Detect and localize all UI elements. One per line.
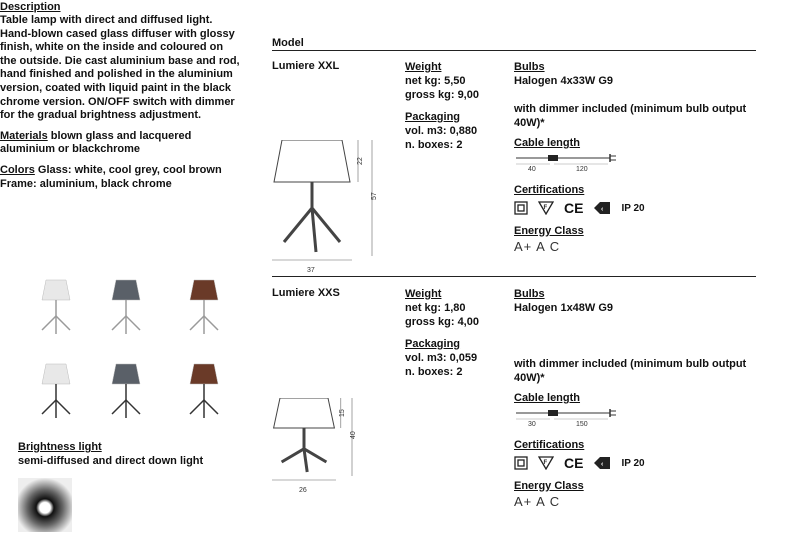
colors-title: Colors — [0, 163, 35, 176]
weight-block — [405, 287, 505, 379]
materials-title: Materials — [0, 129, 48, 142]
dim-total-height: 57 — [371, 192, 378, 200]
ce-mark-icon: CE — [564, 200, 584, 216]
weight-gross: gross kg: 4,00 — [405, 316, 479, 328]
frame-text: Frame: aluminium, black chrome — [0, 177, 172, 190]
class-ii-icon — [514, 456, 528, 470]
class-ii-icon — [514, 201, 528, 215]
lamp-icon — [36, 362, 76, 422]
lamp-thumbnail — [106, 278, 146, 338]
lamp-icon — [184, 362, 224, 422]
weight-gross: gross kg: 9,00 — [405, 89, 479, 101]
dim-shade-height: 15 — [339, 409, 346, 417]
bulbs-block — [514, 287, 754, 511]
bulbs-block — [514, 60, 754, 256]
cable-diagram-icon — [514, 405, 624, 427]
bulbs-title: Bulbs — [514, 288, 545, 300]
svg-text:F: F — [543, 205, 548, 211]
dim-shade-height: 22 — [357, 157, 364, 165]
cable-title: Cable length — [514, 137, 581, 149]
packaging-title: Packaging — [405, 338, 461, 350]
dim-total-height: 40 — [350, 431, 358, 439]
brightness-block — [18, 440, 203, 468]
lamp-thumbnail — [36, 362, 76, 422]
packaging-boxes: n. boxes: 2 — [405, 139, 463, 151]
dim-width: 26 — [299, 487, 307, 494]
svg-text:F: F — [543, 460, 548, 466]
colors-text: Glass: white, cool grey, cool brown — [34, 163, 222, 176]
lamp-icon — [106, 362, 146, 422]
svg-text:‹: ‹ — [601, 206, 604, 213]
brightness-text: semi-diffused and direct down light — [18, 455, 204, 467]
header-divider — [272, 50, 756, 51]
lamp-dimension-drawing — [272, 140, 382, 280]
description-title: Description — [0, 1, 61, 13]
energy-class-title: Energy Class — [514, 480, 584, 492]
left-column — [0, 0, 240, 191]
svg-text:‹: ‹ — [601, 461, 604, 468]
dimmer-text: with dimmer included (minimum bulb output 40W)* — [514, 358, 747, 384]
ce-mark-icon: CE — [564, 455, 584, 471]
lamp-dimension-drawing — [272, 398, 382, 500]
cable-length-a: 30 — [528, 421, 536, 427]
lamp-icon — [106, 278, 146, 338]
brightness-title: Brightness light — [18, 441, 102, 453]
f-mark-icon — [538, 201, 554, 215]
bulbs-text: Halogen 1x48W G9 — [514, 302, 614, 314]
packaging-vol: vol. m3: 0,059 — [405, 352, 478, 364]
packaging-title: Packaging — [405, 111, 461, 123]
energy-class-values: A+ A C — [514, 239, 561, 254]
cable-diagram-icon — [514, 150, 624, 172]
dim-width: 37 — [307, 267, 315, 274]
colors-line — [0, 164, 240, 178]
model-header: Model — [272, 37, 304, 49]
light-diagram-icon — [18, 478, 72, 532]
lamp-thumbnail — [184, 278, 224, 338]
cable-title: Cable length — [514, 392, 581, 404]
cable-length-b: 150 — [576, 421, 588, 427]
materials-text: blown glass and lacquered aluminium or blackchrome — [0, 129, 192, 156]
lamp-icon — [36, 278, 76, 338]
energy-class-title: Energy Class — [514, 225, 584, 237]
weight-block — [405, 60, 505, 152]
lamp-icon — [184, 278, 224, 338]
certifications-title: Certifications — [514, 184, 585, 196]
model-name: Lumiere XXS — [272, 287, 340, 299]
dimmer-text: with dimmer included (minimum bulb output 40W)* — [514, 103, 747, 129]
lamp-thumbnail — [36, 278, 76, 338]
packaging-boxes: n. boxes: 2 — [405, 366, 463, 378]
lamp-thumbnail — [184, 362, 224, 422]
bulbs-title: Bulbs — [514, 61, 545, 73]
ip-rating: IP 20 — [621, 457, 645, 469]
materials-line — [0, 130, 240, 157]
certifications-row — [514, 455, 754, 471]
f-mark-icon — [538, 456, 554, 470]
certifications-row — [514, 200, 754, 216]
packaging-vol: vol. m3: 0,880 — [405, 125, 478, 137]
bulbs-text: Halogen 4x33W G9 — [514, 75, 614, 87]
certifications-title: Certifications — [514, 439, 585, 451]
brightness-light-image — [18, 478, 72, 532]
weight-title: Weight — [405, 61, 442, 73]
imq-mark-icon — [593, 201, 611, 215]
weight-title: Weight — [405, 288, 442, 300]
description-text: Table lamp with direct and diffused light. Hand-blown cased glass diffuser with glossy finish, white on the inside and coloured on the outside. Die cast aluminium base and rod, hand finished and polished in the aluminium version, coated with liquid paint in the black chrome version. ON/OFF switch with dimmer for the gradual brightness adjustment. — [0, 14, 240, 122]
weight-net: net kg: 5,50 — [405, 75, 466, 87]
weight-net: net kg: 1,80 — [405, 302, 466, 314]
model-name: Lumiere XXL — [272, 60, 340, 72]
lamp-thumbnail — [106, 362, 146, 422]
imq-mark-icon — [593, 456, 611, 470]
cable-length-b: 120 — [576, 166, 588, 172]
ip-rating: IP 20 — [621, 202, 645, 214]
cable-length-a: 40 — [528, 166, 536, 172]
energy-class-values: A+ A C — [514, 494, 561, 509]
